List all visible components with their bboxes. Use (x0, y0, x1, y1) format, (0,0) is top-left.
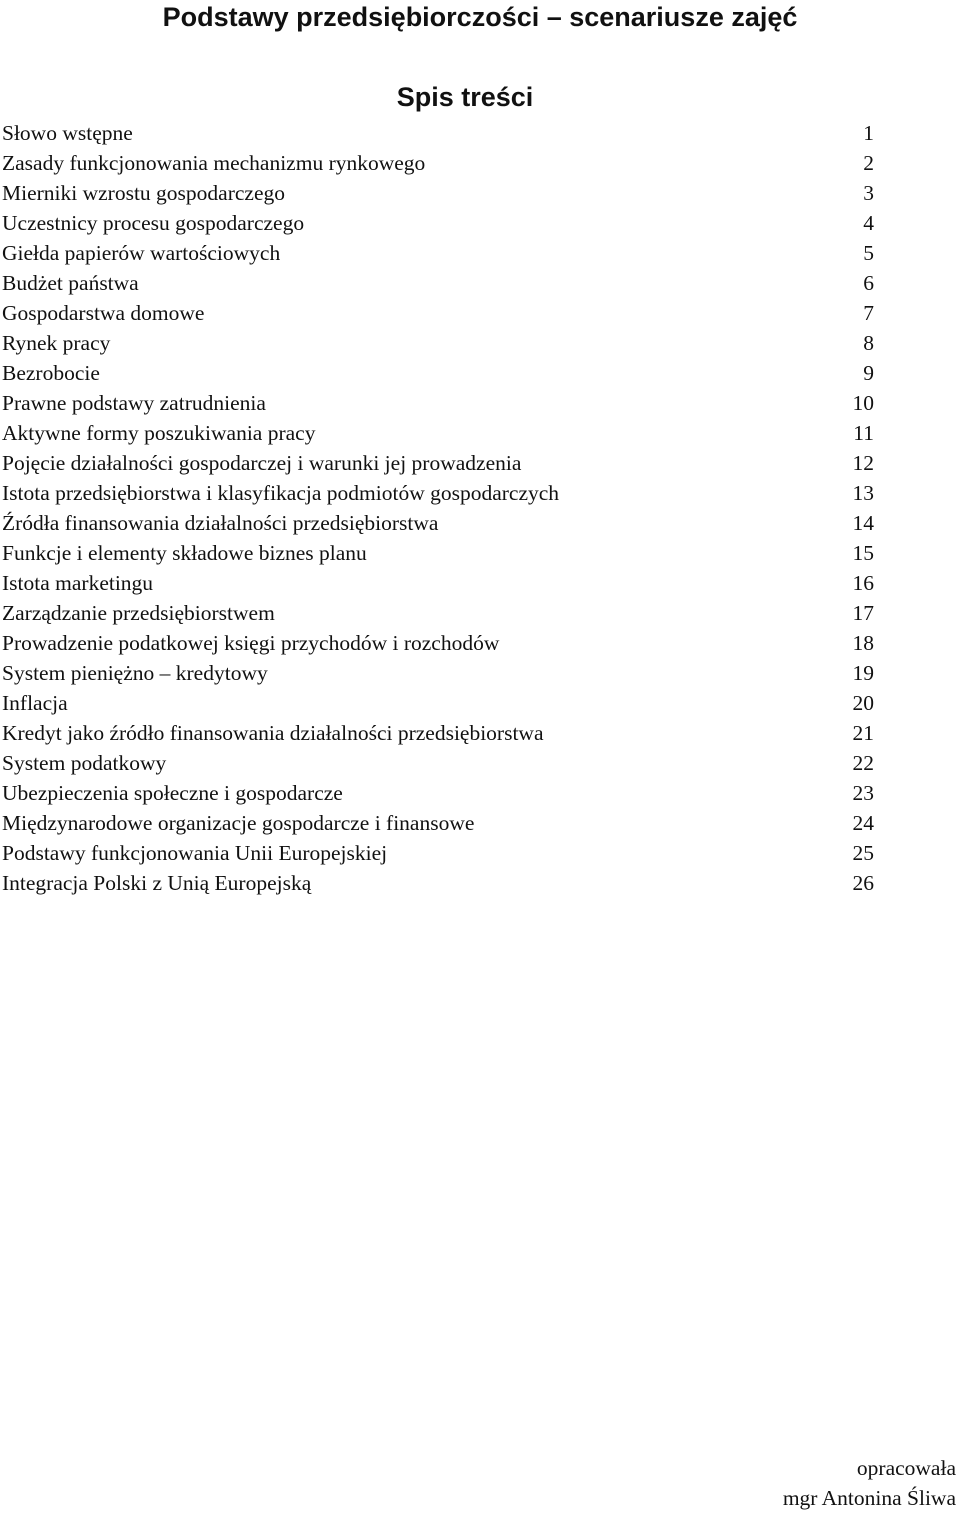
toc-entry-label: Gospodarstwa domowe (2, 301, 205, 325)
toc-entry-page-number: 1 (863, 121, 874, 145)
toc-entry-page-number: 23 (852, 781, 874, 805)
toc-entry-label: System pieniężno – kredytowy (2, 661, 268, 685)
toc-entry[interactable] (2, 448, 874, 478)
toc-entry[interactable] (2, 118, 874, 148)
toc-entry-label: Bezrobocie (2, 361, 100, 385)
toc-entry-page-number: 24 (852, 811, 874, 835)
toc-entry[interactable] (2, 178, 874, 208)
toc-entry-label: Inflacja (2, 691, 68, 715)
toc-entry-page-number: 10 (852, 391, 874, 415)
toc-entry[interactable] (2, 568, 874, 598)
toc-entry[interactable] (2, 748, 874, 778)
toc-entry-page-number: 14 (852, 511, 874, 535)
toc-entry-label: Pojęcie działalności gospodarczej i warunki jej prowadzenia (2, 451, 522, 475)
toc-entry-page-number: 12 (852, 451, 874, 475)
signature-prepared-by: opracowała (856, 1456, 956, 1480)
toc-entry-page-number: 21 (852, 721, 874, 745)
toc-entry-label: Uczestnicy procesu gospodarczego (2, 211, 305, 235)
toc-entry[interactable] (2, 628, 874, 658)
toc-entry-page-number: 4 (863, 211, 874, 235)
toc-entry-page-number: 18 (852, 631, 874, 655)
toc-entry[interactable] (2, 688, 874, 718)
toc-entry-page-number: 16 (852, 571, 874, 595)
toc-entry-page-number: 15 (852, 541, 874, 565)
toc-entry-label: Mierniki wzrostu gospodarczego (2, 181, 286, 205)
toc-entry-page-number: 5 (863, 241, 874, 265)
toc-entry-page-number: 7 (863, 301, 874, 325)
toc-entry-page-number: 13 (852, 481, 874, 505)
toc-entry-page-number: 9 (863, 361, 874, 385)
toc-entry[interactable] (2, 328, 874, 358)
toc-entry-label: Funkcje i elementy składowe biznes planu (2, 541, 367, 565)
toc-entry-label: Ubezpieczenia społeczne i gospodarcze (2, 781, 343, 805)
toc-entry[interactable] (2, 298, 874, 328)
toc-entry[interactable] (2, 268, 874, 298)
toc-entry[interactable] (2, 718, 874, 748)
author-signature (783, 1453, 956, 1513)
toc-entry-label: Kredyt jako źródło finansowania działalności przedsiębiorstwa (2, 721, 544, 745)
toc-entry-label: Budżet państwa (2, 271, 139, 295)
toc-entry-label: Prowadzenie podatkowej księgi przychodów i rozchodów (2, 631, 500, 655)
toc-entry[interactable] (2, 658, 874, 688)
toc-entry-page-number: 3 (863, 181, 874, 205)
toc-entry[interactable] (2, 508, 874, 538)
toc-entry[interactable] (2, 838, 874, 868)
toc-entry-label: Istota przedsiębiorstwa i klasyfikacja podmiotów gospodarczych (2, 481, 560, 505)
toc-entry-label: Prawne podstawy zatrudnienia (2, 391, 266, 415)
toc-entry[interactable] (2, 238, 874, 268)
toc-entry-label: Podstawy funkcjonowania Unii Europejskiej (2, 841, 388, 865)
toc-entry[interactable] (2, 388, 874, 418)
toc-entry[interactable] (2, 778, 874, 808)
toc-entry-page-number: 22 (852, 751, 874, 775)
toc-entry-label: Integracja Polski z Unią Europejską (2, 871, 312, 895)
toc-entry[interactable] (2, 808, 874, 838)
toc-entry-label: Giełda papierów wartościowych (2, 241, 281, 265)
toc-heading: Spis treści (396, 82, 534, 112)
toc-entry[interactable] (2, 868, 874, 898)
toc-entry[interactable] (2, 418, 874, 448)
toc-entry-label: Aktywne formy poszukiwania pracy (2, 421, 316, 445)
toc-entry-page-number: 26 (852, 871, 874, 895)
toc-entry-page-number: 19 (852, 661, 874, 685)
toc-entry-page-number: 6 (863, 271, 874, 295)
toc-entry-page-number: 8 (863, 331, 874, 355)
toc-entry-label: Istota marketingu (2, 571, 154, 595)
document-title: Podstawy przedsiębiorczości – scenariusze zajęć (162, 2, 798, 32)
signature-author-name: mgr Antonina Śliwa (782, 1486, 956, 1510)
toc-entry-page-number: 11 (853, 421, 874, 445)
toc-entry[interactable] (2, 358, 874, 388)
toc-entry-label: Rynek pracy (2, 331, 111, 355)
toc-entry[interactable] (2, 208, 874, 238)
toc-entry-page-number: 2 (863, 151, 874, 175)
table-of-contents (2, 118, 874, 898)
toc-entry-page-number: 20 (852, 691, 874, 715)
toc-entry[interactable] (2, 538, 874, 568)
toc-entry-label: Źródła finansowania działalności przedsiębiorstwa (2, 511, 439, 535)
toc-entry-page-number: 17 (852, 601, 874, 625)
toc-entry-label: Słowo wstępne (2, 121, 133, 145)
toc-entry-page-number: 25 (852, 841, 874, 865)
toc-entry-label: Zarządzanie przedsiębiorstwem (2, 601, 275, 625)
toc-entry[interactable] (2, 598, 874, 628)
toc-entry-label: Międzynarodowe organizacje gospodarcze i finansowe (2, 811, 475, 835)
toc-entry-label: System podatkowy (2, 751, 167, 775)
toc-entry[interactable] (2, 478, 874, 508)
toc-entry[interactable] (2, 148, 874, 178)
toc-entry-label: Zasady funkcjonowania mechanizmu rynkowego (2, 151, 426, 175)
